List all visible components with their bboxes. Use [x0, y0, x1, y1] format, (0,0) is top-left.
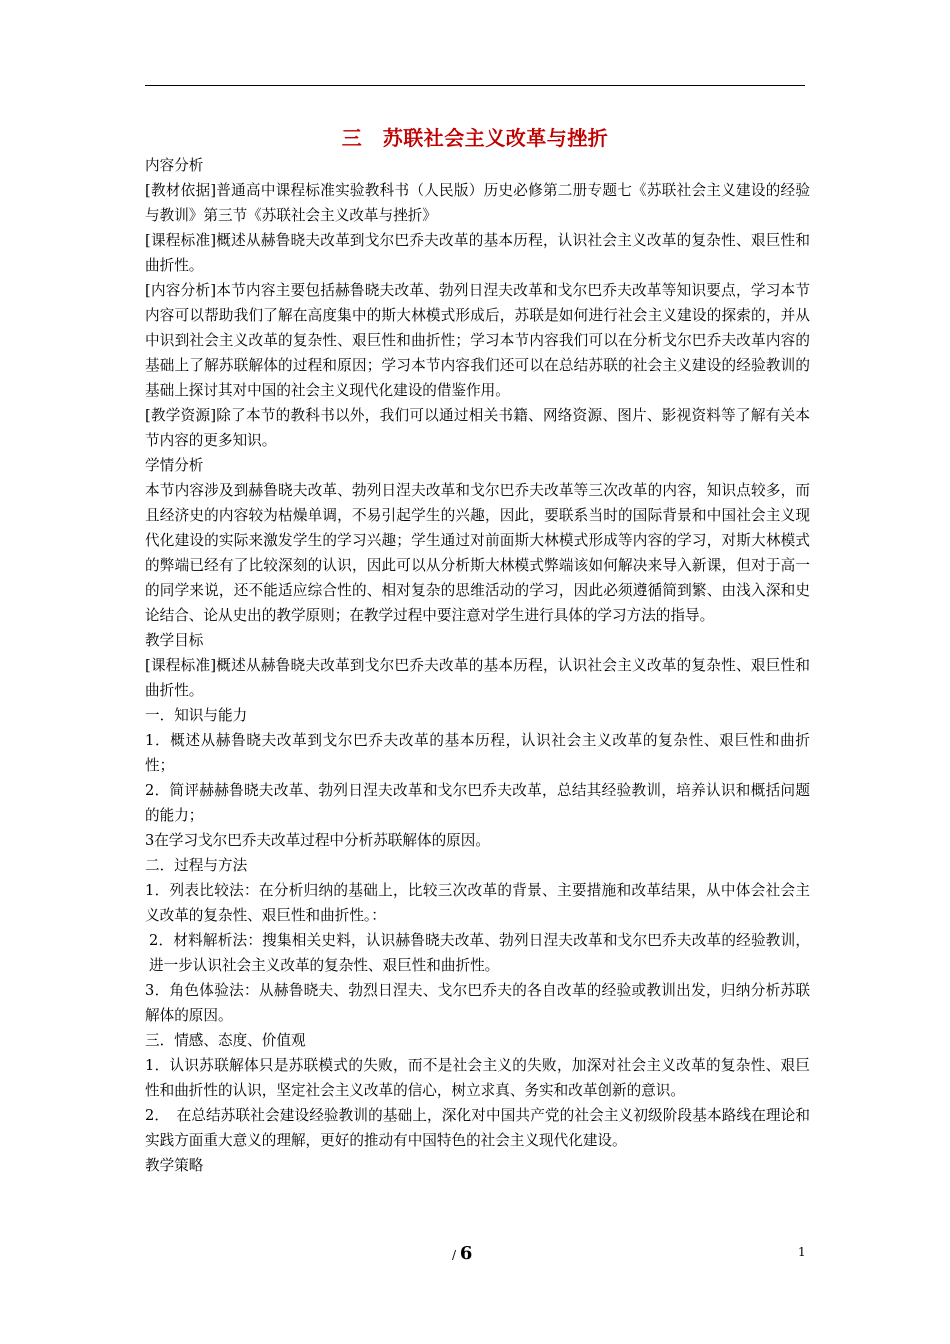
paragraph: [教学资源]除了本节的教科书以外，我们可以通过相关书籍、网络资源、图片、影视资料等了解有关本节内容的更多知识。: [145, 407, 810, 449]
header-rule: [145, 85, 805, 86]
page-slash: /: [452, 1248, 457, 1262]
paragraph: 三．情感、态度、价值观: [145, 1032, 306, 1049]
paragraph: 教学目标: [145, 632, 204, 649]
paragraph: [内容分析]本节内容主要包括赫鲁晓夫改革、勃列日涅夫改革和戈尔巴乔夫改革等知识要点，学习本节内容可以帮助我们了解在高度集中的斯大林模式形成后，苏联是如何进行社会主义建设的探索的，并从中识到社会主义改革的复杂性、艰巨性和曲折性；学习本节内容我们可以在分析戈尔巴乔夫改革内容的基础上了解苏联解体的过程和原因；学习本节内容我们还可以在总结苏联的社会主义建设的经验教训的基础上探讨其对中国的社会主义现代化建设的借鉴作用。: [145, 282, 810, 399]
paragraph: 学情分析: [145, 457, 204, 474]
paragraph: 1．认识苏联解体只是苏联模式的失败，而不是社会主义的失败，加深对社会主义改革的复杂性、艰巨性和曲折性的认识，坚定社会主义改革的信心，树立求真、务实和改革创新的意识。: [145, 1057, 810, 1099]
paragraph: 2． 在总结苏联社会建设经验教训的基础上，深化对中国共产党的社会主义初级阶段基本路线在理论和实践方面重大意义的理解，更好的推动有中国特色的社会主义现代化建设。: [145, 1107, 810, 1149]
page-total: [452, 1243, 472, 1264]
paragraph: 1．概述从赫鲁晓夫改革到戈尔巴乔夫改革的基本历程，认识社会主义改革的复杂性、艰巨性和曲折性；: [145, 732, 810, 774]
paragraph: [课程标准]概述从赫鲁晓夫改革到戈尔巴乔夫改革的基本历程，认识社会主义改革的复杂性、艰巨性和曲折性。: [145, 232, 810, 274]
paragraph: 一．知识与能力: [145, 707, 248, 724]
page-title: 三 苏联社会主义改革与挫折: [341, 126, 609, 150]
paragraph: 本节内容涉及到赫鲁晓夫改革、勃列日涅夫改革和戈尔巴乔夫改革等三次改革的内容，知识点较多，而且经济史的内容较为枯燥单调，不易引起学生的兴趣，因此，要联系当时的国际背景和中国社会主义现代化建设的实际来激发学生的学习兴趣；学生通过对前面斯大林模式形成等内容的学习，对斯大林模式的弊端已经有了比较深刻的认识，因此可以从分析斯大林模式弊端该如何解决来导入新课，但对于高一的同学来说，还不能适应综合性的、相对复杂的思维活动的学习，因此必须遵循简到繁、由浅入深和史论结合、论从史出的教学原则；在教学过程中要注意对学生进行具体的学习方法的指导。: [145, 482, 810, 624]
total-pages: 6: [459, 1243, 473, 1264]
paragraph: 2．材料解析法：搜集相关史料，认识赫鲁晓夫改革、勃列日涅夫改革和戈尔巴乔夫改革的经验教训，进一步认识社会主义改革的复杂性、艰巨性和曲折性。: [149, 932, 810, 974]
paragraph: [教材依据]普通高中课程标准实验教科书（人民版）历史必修第二册专题七《苏联社会主义建设的经验与教训》第三节《苏联社会主义改革与挫折》: [145, 182, 810, 224]
paragraph: 3．角色体验法：从赫鲁晓夫、勃烈日涅夫、戈尔巴乔夫的各自改革的经验或教训出发，归纳分析苏联解体的原因。: [145, 982, 810, 1024]
paragraph: 1．列表比较法：在分析归纳的基础上，比较三次改革的背景、主要措施和改革结果，从中体会社会主义改革的复杂性、艰巨性和曲折性。：: [145, 882, 810, 924]
document-body: [145, 153, 810, 1178]
paragraph: 2．简评赫赫鲁晓夫改革、勃列日涅夫改革和戈尔巴乔夫改革，总结其经验教训，培养认识和概括问题的能力；: [145, 782, 810, 824]
page-number: 1: [798, 1245, 806, 1259]
paragraph: 3在学习戈尔巴乔夫改革过程中分析苏联解体的原因。: [145, 832, 490, 849]
paragraph: [课程标准]概述从赫鲁晓夫改革到戈尔巴乔夫改革的基本历程，认识社会主义改革的复杂性、艰巨性和曲折性。: [145, 657, 810, 699]
paragraph: 教学策略: [145, 1157, 204, 1174]
paragraph: 内容分析: [145, 157, 204, 174]
paragraph: 二．过程与方法: [145, 857, 248, 874]
